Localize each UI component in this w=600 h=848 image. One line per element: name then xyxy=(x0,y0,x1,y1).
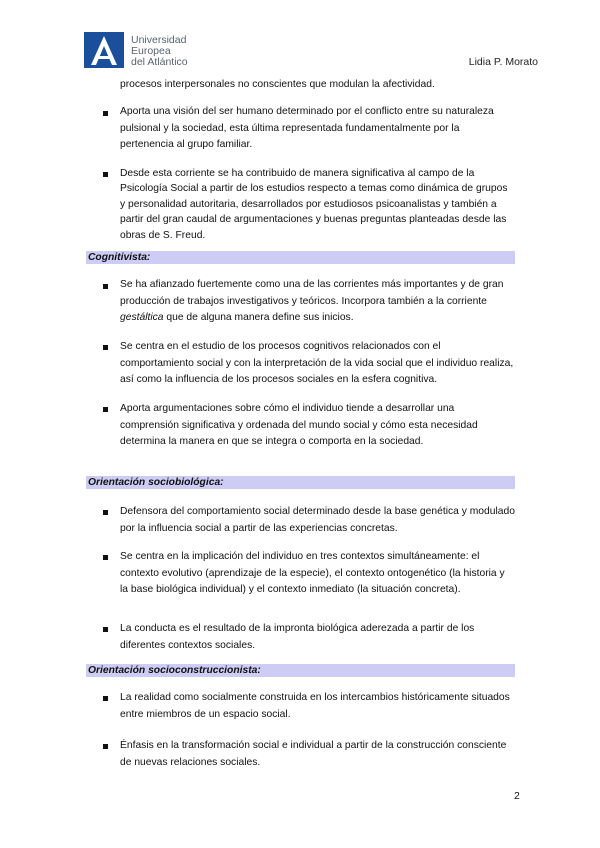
bullet-marker xyxy=(103,744,108,749)
intro-bullet-2: Desde esta corriente se ha contribuido de manera significativa al campo de la Psicología Social a partir de los estudios respecto a temas como dinámica de grupos y personalidad autoritaria, desarrollados por estudiosos psicoanalistas y también a partir del gran caudal de argumentaciones y buenas preguntas planteadas desde las obras de S. Freud. xyxy=(120,168,508,241)
bullet-marker xyxy=(103,555,108,560)
page-number: 2 xyxy=(514,790,520,802)
bullet-marker xyxy=(103,510,108,515)
logo-line-2: Europea xyxy=(131,45,171,57)
cognitivista-bullet-1-emphasis: gestáltica xyxy=(120,312,164,323)
university-name xyxy=(131,35,188,68)
socioconstruccionista-bullet-2: Énfasis en la transformación social e individual a partir de la construcción consciente de nuevas relaciones sociales. xyxy=(120,740,507,768)
sociobiologica-bullet-2: Se centra en la implicación del individuo en tres contextos simultáneamente: el contexto evolutivo (aprendizaje de la especie), el contexto ontogenético (la historia y la base biológica individual) y el contexto inmediato (la situación concreta). xyxy=(120,551,505,595)
section-heading-sociobiologica: Orientación sociobiológica: xyxy=(86,476,515,489)
sociobiologica-bullet-3: La conducta es el resultado de la impronta biológica aderezada a partir de los diferentes contextos sociales. xyxy=(120,623,475,651)
bullet-marker xyxy=(103,111,108,116)
cognitivista-bullet-2: Se centra en el estudio de los procesos cognitivos relacionados con el comportamiento social y con la interpretación de la vida social que el individuo realiza, así como la influencia de los procesos sociales en la esfera cognitiva. xyxy=(120,341,514,385)
university-logo-icon xyxy=(84,32,124,68)
author-name: Lidia P. Morato xyxy=(468,56,538,68)
section-heading-cognitivista: Cognitivista: xyxy=(86,251,515,264)
intro-continuation: procesos interpersonales no conscientes que modulan la afectividad. xyxy=(120,79,435,90)
intro-bullet-1: Aporta una visión del ser humano determinado por el conflicto entre su naturaleza pulsional y la sociedad, esta última representada fundamentalmente por la pertenencia al grupo familiar. xyxy=(120,106,494,150)
university-logo xyxy=(84,32,196,72)
bullet-marker xyxy=(103,696,108,701)
logo-line-3: del Atlántico xyxy=(131,56,188,68)
bullet-marker xyxy=(103,345,108,350)
cognitivista-bullet-3: Aporta argumentaciones sobre cómo el individuo tiende a desarrollar una comprensión significativa y ordenada del mundo social y cómo esta necesidad determina la manera en que se integra o comporta en la sociedad. xyxy=(120,403,478,447)
cognitivista-bullet-1-text-end: que de alguna manera define sus inicios. xyxy=(163,312,354,323)
bullet-marker xyxy=(103,407,108,412)
bullet-marker xyxy=(103,172,108,177)
section-heading-socioconstruccionista: Orientación socioconstruccionista: xyxy=(86,664,515,677)
cognitivista-bullet-1 xyxy=(120,277,515,327)
sociobiologica-bullet-1: Defensora del comportamiento social determinado desde la base genética y modulado por la influencia social a partir de las experiencias concretas. xyxy=(120,506,515,534)
socioconstruccionista-bullet-1: La realidad como socialmente construida en los intercambios históricamente situados entre miembros de un espacio social. xyxy=(120,692,510,720)
bullet-marker xyxy=(103,284,108,289)
logo-line-1: Universidad xyxy=(131,34,187,46)
cognitivista-bullet-1-text: Se ha afianzado fuertemente como una de las corrientes más importantes y de gran producción de trabajos investigativos y teóricos. Incorpora también a la corriente xyxy=(120,279,504,307)
bullet-marker xyxy=(103,627,108,632)
